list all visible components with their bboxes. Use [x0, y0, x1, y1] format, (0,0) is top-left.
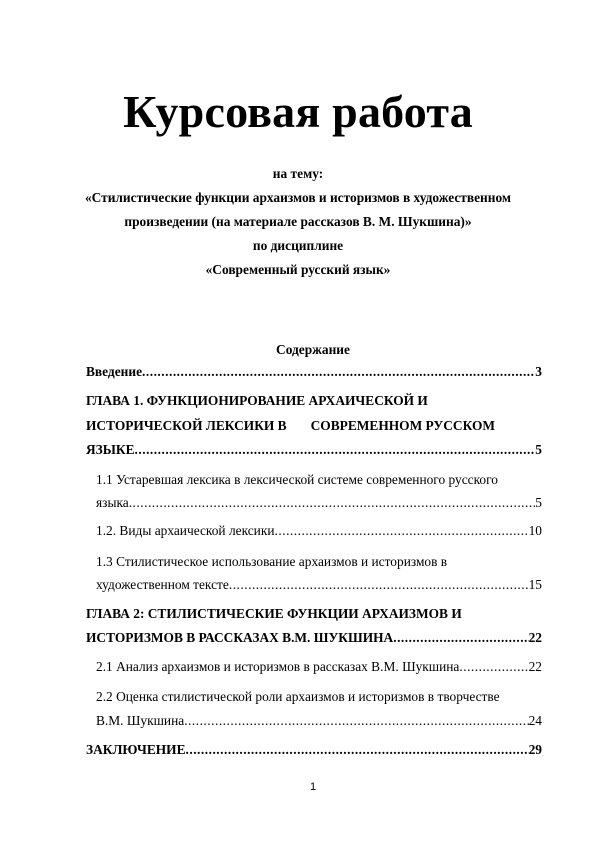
toc-chapter1-line2[interactable] — [86, 418, 495, 434]
dot-leader — [129, 495, 536, 511]
toc-s1-3-line1[interactable]: 1.3 Стилистическое использование архаизмов и историзмов в — [96, 554, 448, 569]
toc-entry-label: языка — [96, 495, 129, 510]
toc-entry-label: ЯЗЫКЕ — [86, 442, 135, 457]
toc-entry-conclusion[interactable] — [86, 742, 542, 758]
discipline-name: «Современный русский язык» — [205, 262, 391, 277]
toc-entry-label: ЗАКЛЮЧЕНИЕ — [86, 742, 186, 757]
toc-entry-s2-1[interactable] — [96, 659, 542, 675]
toc-chapter1-line1[interactable]: ГЛАВА 1. ФУНКЦИОНИРОВАНИЕ АРХАИЧЕСКОЙ И — [86, 393, 428, 408]
toc-entry-s1-1[interactable] — [96, 495, 542, 511]
page-number: 1 — [309, 781, 317, 793]
toc-page-number: 3 — [535, 364, 542, 379]
toc-entry-label: ИСТОРИЗМОВ В РАССКАЗАХ В.М. ШУКШИНА — [86, 630, 394, 645]
theme-line-2: произведении (на материале рассказов В. М. Шукшина)» — [124, 214, 472, 229]
theme-label: на тему: — [272, 166, 324, 181]
toc-s1-1-line1[interactable]: 1.1 Устаревшая лексика в лексической системе современного русского — [96, 472, 498, 487]
dot-leader — [142, 364, 535, 380]
dot-leader — [229, 577, 529, 593]
page-title: Курсовая работа — [123, 86, 473, 137]
toc-page-number: 5 — [535, 495, 542, 510]
dot-leader — [184, 713, 528, 729]
toc-entry-s2-2[interactable] — [96, 713, 542, 729]
toc-s2-2-line1[interactable]: 2.2 Оценка стилистической роли архаизмов и историзмов в творчестве — [96, 689, 500, 704]
toc-page-number: 22 — [528, 659, 542, 674]
toc-page-number: 29 — [528, 742, 542, 757]
toc-chapter1-line2b: СОВРЕМЕННОМ РУССКОМ — [310, 418, 496, 433]
dot-leader — [186, 742, 529, 758]
toc-entry-s1-2[interactable] — [96, 523, 542, 539]
toc-page-number: 22 — [528, 630, 542, 645]
toc-entry-label: Введение — [86, 364, 143, 379]
dot-leader — [393, 630, 528, 646]
toc-page-number: 5 — [535, 442, 542, 457]
toc-entry-intro[interactable] — [86, 364, 542, 380]
dot-leader — [459, 659, 528, 675]
toc-entry-chapter2[interactable] — [86, 630, 542, 646]
toc-entry-label: 1.2. Виды архаической лексики — [96, 523, 275, 538]
toc-entry-chapter1[interactable] — [86, 442, 542, 458]
toc-page-number: 15 — [528, 577, 542, 592]
discipline-label: по дисциплине — [252, 238, 344, 253]
theme-line-1: «Стилистические функции архаизмов и историзмов в художественном — [84, 190, 512, 205]
toc-page-number: 10 — [528, 523, 542, 538]
toc-chapter1-line2a: ИСТОРИЧЕСКОЙ ЛЕКСИКИ В — [86, 418, 287, 433]
toc-entry-s1-3[interactable] — [96, 577, 542, 593]
toc-heading: Содержание — [276, 342, 350, 357]
toc-page-number: 24 — [528, 713, 542, 728]
toc-entry-label: 2.1 Анализ архаизмов и историзмов в рассказах В.М. Шукшина — [96, 659, 460, 674]
toc-entry-label: художественном тексте — [96, 577, 229, 592]
toc-entry-label: В.М. Шукшина — [96, 713, 185, 728]
toc-chapter2-line1[interactable]: ГЛАВА 2: СТИЛИСТИЧЕСКИЕ ФУНКЦИИ АРХАИЗМОВ И — [86, 606, 462, 621]
dot-leader — [135, 442, 536, 458]
dot-leader — [275, 523, 529, 539]
